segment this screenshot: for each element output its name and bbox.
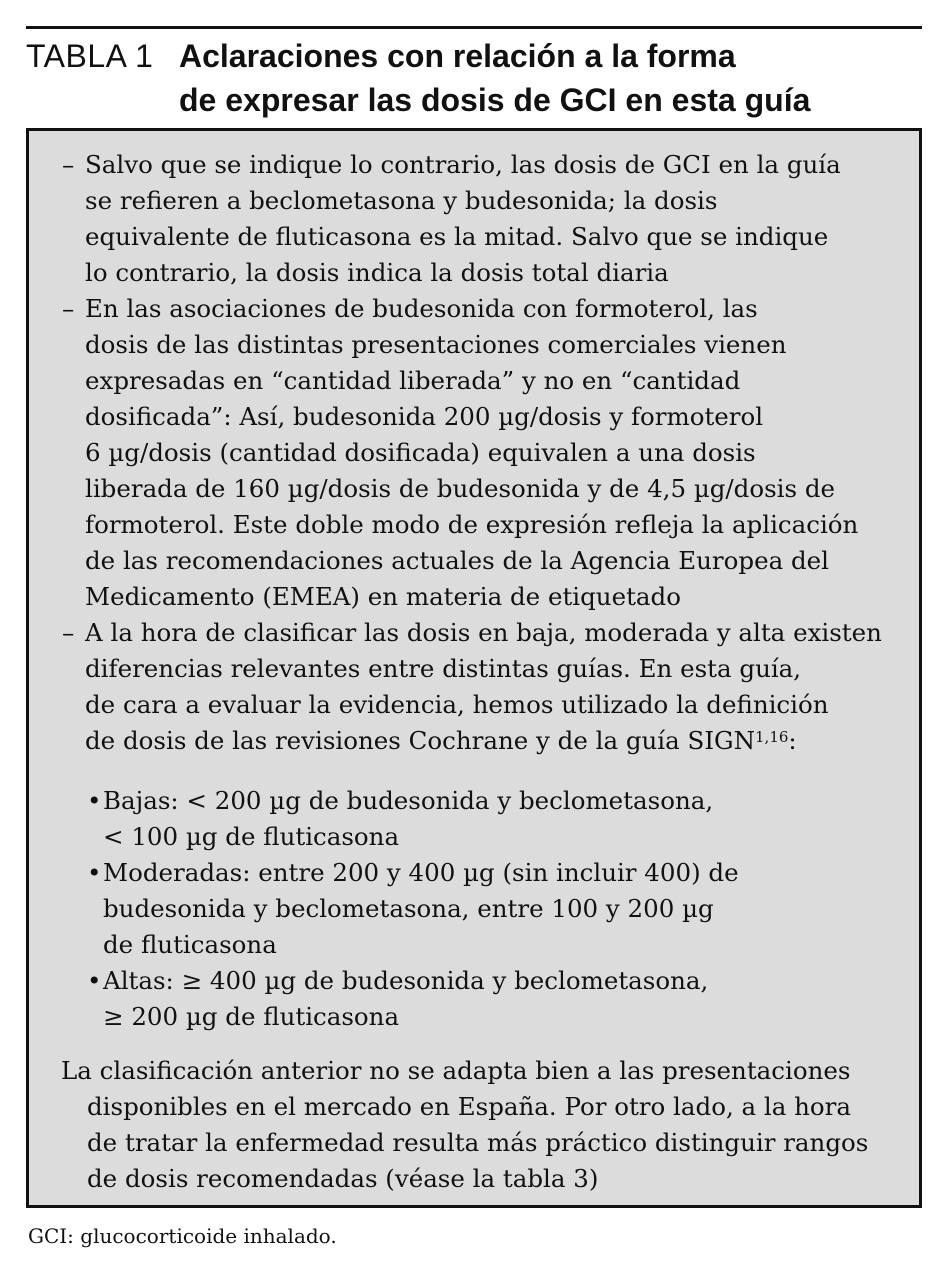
bullet-1-line-1: Bajas: < 200 µg de budesonida y beclometasona,	[103, 786, 714, 815]
item-1-line-3: equivalente de fluticasona es la mitad. Salvo que se indique	[85, 222, 829, 251]
table-title-line-1: Aclaraciones con relación a la forma	[179, 38, 736, 74]
bullet-marker: •	[87, 786, 102, 815]
bullet-2-line-2: budesonida y beclometasona, entre 100 y 200 µg	[103, 894, 714, 923]
bullet-1-line-2: < 100 µg de fluticasona	[103, 822, 400, 851]
footnote: GCI: glucocorticoide inhalado.	[28, 1224, 337, 1248]
item-3-line-4-text: de dosis de las revisiones Cochrane y de la guía SIGN	[85, 726, 756, 755]
item-2-line-7: formoterol. Este doble modo de expresión refleja la aplicación	[85, 510, 859, 539]
item-2-line-9: Medicamento (EMEA) en materia de etiquetado	[85, 582, 681, 611]
item-3-line-2: diferencias relevantes entre distintas guías. En esta guía,	[85, 654, 802, 683]
bullet-3-line-2: ≥ 200 µg de fluticasona	[103, 1002, 400, 1031]
item-3-line-3: de cara a evaluar la evidencia, hemos utilizado la definición	[85, 690, 829, 719]
item-3-line-4-colon: :	[788, 726, 797, 755]
item-2-line-5: 6 µg/dosis (cantidad dosificada) equivalen a una dosis	[85, 438, 756, 467]
dash-marker: –	[62, 150, 75, 179]
item-1-line-4: lo contrario, la dosis indica la dosis total diaria	[85, 258, 669, 287]
table-label: TABLA 1	[26, 38, 154, 74]
closing-line-2: disponibles en el mercado en España. Por otro lado, a la hora	[87, 1092, 851, 1121]
dash-marker: –	[62, 618, 75, 647]
item-2-line-8: de las recomendaciones actuales de la Agencia Europea del	[85, 546, 829, 575]
item-2-line-1: En las asociaciones de budesonida con formoterol, las	[85, 294, 758, 323]
bullet-2-line-1: Moderadas: entre 200 y 400 µg (sin incluir 400) de	[103, 858, 739, 887]
item-2-line-3: expresadas en “cantidad liberada” y no en “cantidad	[85, 366, 741, 395]
item-3-line-4	[85, 723, 797, 759]
item-1-line-2: se refieren a beclometasona y budesonida; la dosis	[85, 186, 718, 215]
item-1-line-1: Salvo que se indique lo contrario, las dosis de GCI en la guía	[85, 150, 841, 179]
bullet-2-line-3: de fluticasona	[103, 930, 277, 959]
bullet-3-line-1: Altas: ≥ 400 µg de budesonida y beclometasona,	[103, 966, 709, 995]
bullet-marker: •	[87, 966, 102, 995]
item-2-line-4: dosificada”: Así, budesonida 200 µg/dosis y formoterol	[85, 402, 764, 431]
closing-line-3: de tratar la enfermedad resulta más práctico distinguir rangos	[87, 1128, 869, 1157]
item-2-line-6: liberada de 160 µg/dosis de budesonida y de 4,5 µg/dosis de	[85, 474, 836, 503]
table-box	[26, 128, 922, 1208]
table-title-line-2: de expresar las dosis de GCI en esta guía	[179, 82, 811, 118]
item-2-line-2: dosis de las distintas presentaciones comerciales vienen	[85, 330, 787, 359]
closing-line-4: de dosis recomendadas (véase la tabla 3)	[87, 1164, 599, 1193]
citation-superscript: 1,16	[755, 728, 789, 746]
item-3-line-1: A la hora de clasificar las dosis en baja, moderada y alta existen	[85, 618, 882, 647]
dash-marker: –	[62, 294, 75, 323]
bullet-marker: •	[87, 858, 102, 887]
closing-line-1: La clasificación anterior no se adapta bien a las presentaciones	[61, 1056, 851, 1085]
top-rule	[26, 26, 922, 29]
